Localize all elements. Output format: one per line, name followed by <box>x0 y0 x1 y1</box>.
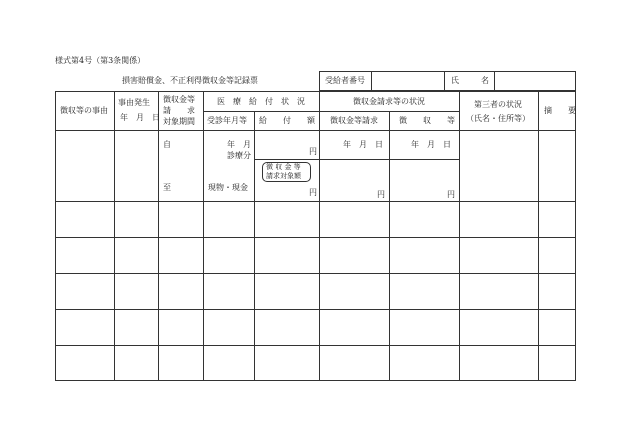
first-row-split-amount <box>254 159 319 160</box>
row-line-5 <box>55 345 576 346</box>
period-from: 自 <box>163 140 171 149</box>
header-subrow-line-medical <box>203 111 319 112</box>
header-occurrence-2: 年 月 日 <box>120 113 160 122</box>
col-line-6 <box>389 111 390 381</box>
record-table <box>55 91 576 381</box>
header-medical-group: 医 療 給 付 状 況 <box>217 97 305 106</box>
col-line-3 <box>203 91 204 381</box>
header-bottom-line <box>55 130 576 131</box>
header-medical-amount: 給 付 額 <box>259 116 315 125</box>
first-row-split-claim <box>319 159 459 160</box>
recipient-divider-1 <box>371 71 372 91</box>
header-subrow-line-claim <box>319 111 459 112</box>
month-year-month: 年 月 <box>227 140 251 149</box>
amount-yen-2: 円 <box>309 188 317 197</box>
col-line-1 <box>114 91 115 381</box>
name-label-1: 氏 <box>451 76 459 85</box>
claim-collect-date: 年 月 日 <box>411 140 451 149</box>
header-remarks: 摘 要 <box>544 106 576 115</box>
period-to: 至 <box>163 183 171 192</box>
header-claim-request: 徴収金等請求 <box>330 116 378 125</box>
benefit-kind: 現物・現金 <box>208 183 248 192</box>
col-line-5 <box>319 91 320 381</box>
sub-label-2: 請求対象額 <box>266 172 301 180</box>
amount-yen-1: 円 <box>309 147 317 156</box>
row-line-3 <box>55 273 576 274</box>
col-line-4 <box>254 111 255 381</box>
recipient-divider-3 <box>494 71 495 91</box>
header-claim-group: 徴収金請求等の状況 <box>353 97 425 106</box>
row-line-2 <box>55 237 576 238</box>
header-reason: 徴収等の事由 <box>60 106 108 115</box>
header-medical-month: 受診年月等 <box>207 116 247 125</box>
header-target-period-1: 徴収金等 <box>163 95 195 104</box>
header-occurrence-1: 事由発生 <box>118 98 150 107</box>
claim-request-date: 年 月 日 <box>343 140 383 149</box>
header-third-party-1: 第三者の状況 <box>474 100 522 109</box>
recipient-divider-2 <box>444 71 445 91</box>
header-target-period-3: 対象期間 <box>163 117 195 126</box>
form-number: 様式第4号（第3条関係） <box>55 56 146 65</box>
header-target-period-2: 請 求 <box>163 106 195 115</box>
col-line-7 <box>459 91 460 381</box>
name-label-2: 名 <box>481 76 489 85</box>
form-title: 損害賠償金、不正利得徴収金等記録票 <box>122 76 258 85</box>
header-claim-collect: 徴 収 等 <box>399 116 455 125</box>
sub-label-1: 徴 収 金 等 <box>266 163 301 171</box>
col-line-2 <box>158 91 159 381</box>
header-third-party-2: （氏名・住所等） <box>466 114 530 123</box>
row-line-4 <box>55 309 576 310</box>
claim-collect-yen: 円 <box>447 190 455 199</box>
month-treatment: 診療分 <box>227 151 251 160</box>
col-line-8 <box>538 91 539 381</box>
row-line-1 <box>55 201 576 202</box>
recipient-number-label: 受給者番号 <box>325 76 365 85</box>
claim-request-yen: 円 <box>377 190 385 199</box>
